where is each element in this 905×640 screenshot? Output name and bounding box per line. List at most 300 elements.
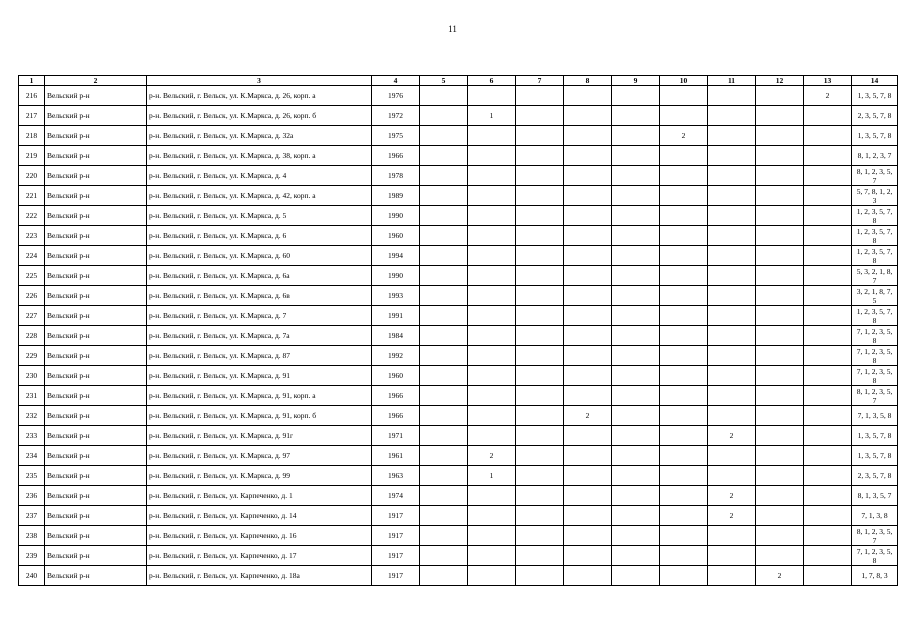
col13-cell (804, 186, 852, 206)
table-row (19, 426, 898, 446)
col8-cell (564, 106, 612, 126)
table-row (19, 346, 898, 366)
year-cell: 1993 (372, 286, 420, 306)
col8-cell (564, 366, 612, 386)
row-number-cell: 238 (19, 526, 45, 546)
col9-cell (612, 266, 660, 286)
col12-cell (756, 426, 804, 446)
col5-cell (420, 506, 468, 526)
col12-cell (756, 286, 804, 306)
col6-cell (468, 386, 516, 406)
year-cell: 1966 (372, 406, 420, 426)
table-row (19, 286, 898, 306)
col13-cell (804, 126, 852, 146)
col6-cell (468, 266, 516, 286)
col8-cell (564, 466, 612, 486)
column-header-10: 10 (660, 76, 708, 86)
row-number-cell: 228 (19, 326, 45, 346)
address-cell: р-н. Вельский, г. Вельск, ул. К.Маркса, д. 7а (147, 326, 372, 346)
col6-cell (468, 546, 516, 566)
table-row (19, 506, 898, 526)
col6-cell (468, 366, 516, 386)
col12-cell (756, 186, 804, 206)
table-body (19, 86, 898, 586)
column-header-3: 3 (147, 76, 372, 86)
col11-cell (708, 386, 756, 406)
address-cell: р-н. Вельский, г. Вельск, ул. К.Маркса, д. 6а (147, 266, 372, 286)
year-cell: 1917 (372, 506, 420, 526)
col11-cell (708, 286, 756, 306)
col10-cell (660, 386, 708, 406)
col8-cell (564, 566, 612, 586)
address-cell: р-н. Вельский, г. Вельск, ул. К.Маркса, д. 99 (147, 466, 372, 486)
year-cell: 1984 (372, 326, 420, 346)
col6-cell (468, 226, 516, 246)
col11-cell (708, 206, 756, 226)
table-row (19, 306, 898, 326)
col14-cell: 8, 1, 2, 3, 7 (852, 146, 898, 166)
address-cell: р-н. Вельский, г. Вельск, ул. К.Маркса, д. 97 (147, 446, 372, 466)
col10-cell (660, 206, 708, 226)
col7-cell (516, 506, 564, 526)
column-header-9: 9 (612, 76, 660, 86)
col13-cell (804, 326, 852, 346)
col13-cell (804, 246, 852, 266)
page-number: 11 (448, 24, 457, 34)
address-cell: р-н. Вельский, г. Вельск, ул. К.Маркса, д. 7 (147, 306, 372, 326)
table-row (19, 546, 898, 566)
col12-cell (756, 506, 804, 526)
col14-cell: 1, 2, 3, 5, 7, 8 (852, 246, 898, 266)
col13-cell (804, 266, 852, 286)
row-number-cell: 222 (19, 206, 45, 226)
col9-cell (612, 486, 660, 506)
col6-cell (468, 186, 516, 206)
col8-cell (564, 226, 612, 246)
col11-cell (708, 146, 756, 166)
table-row (19, 106, 898, 126)
row-number-cell: 239 (19, 546, 45, 566)
table-row (19, 266, 898, 286)
year-cell: 1966 (372, 386, 420, 406)
col5-cell (420, 126, 468, 146)
col12-cell (756, 126, 804, 146)
col11-cell (708, 526, 756, 546)
col6-cell (468, 246, 516, 266)
col7-cell (516, 426, 564, 446)
col12-cell (756, 366, 804, 386)
col9-cell (612, 406, 660, 426)
table-row (19, 166, 898, 186)
row-number-cell: 220 (19, 166, 45, 186)
col14-cell: 1, 2, 3, 5, 7, 8 (852, 226, 898, 246)
col12-cell (756, 226, 804, 246)
col10-cell (660, 546, 708, 566)
row-number-cell: 229 (19, 346, 45, 366)
col10-cell (660, 366, 708, 386)
table-row (19, 226, 898, 246)
row-number-cell: 235 (19, 466, 45, 486)
col14-cell: 1, 7, 8, 3 (852, 566, 898, 586)
address-cell: р-н. Вельский, г. Вельск, ул. К.Маркса, д. 91 (147, 366, 372, 386)
column-header-8: 8 (564, 76, 612, 86)
col11-cell (708, 346, 756, 366)
col7-cell (516, 566, 564, 586)
col10-cell (660, 86, 708, 106)
col5-cell (420, 466, 468, 486)
row-number-cell: 240 (19, 566, 45, 586)
district-cell: Вельский р-н (45, 386, 147, 406)
col7-cell (516, 86, 564, 106)
col13-cell (804, 166, 852, 186)
row-number-cell: 236 (19, 486, 45, 506)
year-cell: 1960 (372, 366, 420, 386)
col5-cell (420, 166, 468, 186)
col5-cell (420, 266, 468, 286)
col14-cell: 1, 3, 5, 7, 8 (852, 446, 898, 466)
col8-cell (564, 526, 612, 546)
year-cell: 1976 (372, 86, 420, 106)
table-row (19, 406, 898, 426)
column-header-6: 6 (468, 76, 516, 86)
col14-cell: 7, 1, 2, 3, 5, 8 (852, 346, 898, 366)
col14-cell: 2, 3, 5, 7, 8 (852, 106, 898, 126)
col14-cell: 8, 1, 2, 3, 5, 7 (852, 166, 898, 186)
col11-cell: 2 (708, 486, 756, 506)
col7-cell (516, 286, 564, 306)
col14-cell: 2, 3, 5, 7, 8 (852, 466, 898, 486)
col12-cell (756, 466, 804, 486)
column-header-13: 13 (804, 76, 852, 86)
col14-cell: 5, 3, 2, 1, 8, 7 (852, 266, 898, 286)
col10-cell (660, 466, 708, 486)
row-number-cell: 227 (19, 306, 45, 326)
col11-cell (708, 246, 756, 266)
col10-cell (660, 106, 708, 126)
year-cell: 1917 (372, 546, 420, 566)
col10-cell (660, 266, 708, 286)
col7-cell (516, 106, 564, 126)
col8-cell (564, 486, 612, 506)
address-cell: р-н. Вельский, г. Вельск, ул. К.Маркса, д. 91, корп. а (147, 386, 372, 406)
col11-cell (708, 106, 756, 126)
table-row (19, 486, 898, 506)
col12-cell (756, 486, 804, 506)
col11-cell (708, 266, 756, 286)
col13-cell (804, 206, 852, 226)
row-number-cell: 225 (19, 266, 45, 286)
col12-cell (756, 406, 804, 426)
year-cell: 1990 (372, 206, 420, 226)
col7-cell (516, 226, 564, 246)
col9-cell (612, 286, 660, 306)
col14-cell: 7, 1, 2, 3, 5, 8 (852, 366, 898, 386)
col11-cell (708, 546, 756, 566)
district-cell: Вельский р-н (45, 146, 147, 166)
col10-cell (660, 486, 708, 506)
col10-cell (660, 146, 708, 166)
col10-cell (660, 506, 708, 526)
address-cell: р-н. Вельский, г. Вельск, ул. К.Маркса, д. 87 (147, 346, 372, 366)
col13-cell (804, 386, 852, 406)
col9-cell (612, 106, 660, 126)
col8-cell (564, 306, 612, 326)
col6-cell (468, 486, 516, 506)
col8-cell (564, 186, 612, 206)
col9-cell (612, 226, 660, 246)
col12-cell (756, 86, 804, 106)
row-number-cell: 234 (19, 446, 45, 466)
col12-cell (756, 266, 804, 286)
col5-cell (420, 446, 468, 466)
col7-cell (516, 466, 564, 486)
address-cell: р-н. Вельский, г. Вельск, ул. К.Маркса, д. 5 (147, 206, 372, 226)
col5-cell (420, 566, 468, 586)
col8-cell (564, 246, 612, 266)
district-cell: Вельский р-н (45, 426, 147, 446)
col10-cell (660, 426, 708, 446)
col6-cell (468, 346, 516, 366)
col12-cell (756, 326, 804, 346)
col9-cell (612, 126, 660, 146)
col13-cell (804, 406, 852, 426)
district-cell: Вельский р-н (45, 546, 147, 566)
col13-cell (804, 446, 852, 466)
row-number-cell: 237 (19, 506, 45, 526)
col6-cell (468, 286, 516, 306)
col8-cell: 2 (564, 406, 612, 426)
col7-cell (516, 486, 564, 506)
table-row (19, 206, 898, 226)
address-cell: р-н. Вельский, г. Вельск, ул. Карпеченко, д. 16 (147, 526, 372, 546)
col7-cell (516, 206, 564, 226)
col6-cell (468, 526, 516, 546)
district-cell: Вельский р-н (45, 566, 147, 586)
col10-cell (660, 326, 708, 346)
col7-cell (516, 346, 564, 366)
year-cell: 1974 (372, 486, 420, 506)
col12-cell (756, 106, 804, 126)
col12-cell (756, 446, 804, 466)
col9-cell (612, 246, 660, 266)
col9-cell (612, 506, 660, 526)
col8-cell (564, 546, 612, 566)
table-row (19, 326, 898, 346)
col8-cell (564, 126, 612, 146)
registry-table (18, 75, 898, 586)
col5-cell (420, 86, 468, 106)
col14-cell: 5, 7, 8, 1, 2, 3 (852, 186, 898, 206)
district-cell: Вельский р-н (45, 486, 147, 506)
col5-cell (420, 226, 468, 246)
col13-cell: 2 (804, 86, 852, 106)
year-cell: 1963 (372, 466, 420, 486)
col8-cell (564, 506, 612, 526)
col5-cell (420, 246, 468, 266)
row-number-cell: 231 (19, 386, 45, 406)
col11-cell (708, 306, 756, 326)
col7-cell (516, 326, 564, 346)
column-header-14: 14 (852, 76, 898, 86)
col9-cell (612, 386, 660, 406)
col12-cell (756, 546, 804, 566)
col10-cell (660, 406, 708, 426)
col5-cell (420, 486, 468, 506)
district-cell: Вельский р-н (45, 226, 147, 246)
col11-cell (708, 86, 756, 106)
col8-cell (564, 266, 612, 286)
col13-cell (804, 526, 852, 546)
col8-cell (564, 426, 612, 446)
col5-cell (420, 346, 468, 366)
col8-cell (564, 146, 612, 166)
district-cell: Вельский р-н (45, 346, 147, 366)
col10-cell (660, 166, 708, 186)
address-cell: р-н. Вельский, г. Вельск, ул. К.Маркса, д. 91г (147, 426, 372, 446)
col8-cell (564, 206, 612, 226)
table-row (19, 566, 898, 586)
col5-cell (420, 386, 468, 406)
row-number-cell: 230 (19, 366, 45, 386)
col12-cell (756, 526, 804, 546)
col5-cell (420, 186, 468, 206)
col13-cell (804, 486, 852, 506)
row-number-cell: 226 (19, 286, 45, 306)
col6-cell (468, 406, 516, 426)
col5-cell (420, 546, 468, 566)
col8-cell (564, 386, 612, 406)
col11-cell (708, 406, 756, 426)
address-cell: р-н. Вельский, г. Вельск, ул. К.Маркса, д. 6 (147, 226, 372, 246)
col6-cell (468, 206, 516, 226)
col13-cell (804, 226, 852, 246)
col13-cell (804, 506, 852, 526)
year-cell: 1990 (372, 266, 420, 286)
col10-cell (660, 226, 708, 246)
col13-cell (804, 426, 852, 446)
row-number-cell: 224 (19, 246, 45, 266)
address-cell: р-н. Вельский, г. Вельск, ул. К.Маркса, д. 60 (147, 246, 372, 266)
col9-cell (612, 206, 660, 226)
year-cell: 1989 (372, 186, 420, 206)
address-cell: р-н. Вельский, г. Вельск, ул. К.Маркса, д. 32а (147, 126, 372, 146)
year-cell: 1917 (372, 526, 420, 546)
col11-cell (708, 226, 756, 246)
district-cell: Вельский р-н (45, 506, 147, 526)
table-row (19, 246, 898, 266)
col10-cell (660, 446, 708, 466)
district-cell: Вельский р-н (45, 166, 147, 186)
col11-cell (708, 126, 756, 146)
table-row (19, 366, 898, 386)
col6-cell (468, 126, 516, 146)
col13-cell (804, 546, 852, 566)
district-cell: Вельский р-н (45, 366, 147, 386)
col11-cell: 2 (708, 426, 756, 446)
col6-cell: 2 (468, 446, 516, 466)
col7-cell (516, 166, 564, 186)
col13-cell (804, 466, 852, 486)
col5-cell (420, 286, 468, 306)
col7-cell (516, 546, 564, 566)
year-cell: 1961 (372, 446, 420, 466)
col11-cell (708, 326, 756, 346)
district-cell: Вельский р-н (45, 306, 147, 326)
col11-cell (708, 166, 756, 186)
row-number-cell: 218 (19, 126, 45, 146)
col13-cell (804, 286, 852, 306)
col7-cell (516, 526, 564, 546)
col13-cell (804, 106, 852, 126)
col7-cell (516, 266, 564, 286)
col11-cell (708, 186, 756, 206)
col10-cell (660, 346, 708, 366)
district-cell: Вельский р-н (45, 266, 147, 286)
year-cell: 1991 (372, 306, 420, 326)
col6-cell: 1 (468, 106, 516, 126)
address-cell: р-н. Вельский, г. Вельск, ул. К.Маркса, д. 38, корп. а (147, 146, 372, 166)
col13-cell (804, 566, 852, 586)
year-cell: 1917 (372, 566, 420, 586)
table-row (19, 466, 898, 486)
col11-cell (708, 366, 756, 386)
col6-cell (468, 566, 516, 586)
col14-cell: 8, 1, 2, 3, 5, 7 (852, 526, 898, 546)
table-header (19, 76, 898, 86)
address-cell: р-н. Вельский, г. Вельск, ул. Карпеченко, д. 1 (147, 486, 372, 506)
col6-cell (468, 146, 516, 166)
col8-cell (564, 326, 612, 346)
col10-cell (660, 306, 708, 326)
address-cell: р-н. Вельский, г. Вельск, ул. К.Маркса, д. 42, корп. а (147, 186, 372, 206)
col12-cell: 2 (756, 566, 804, 586)
table-row (19, 186, 898, 206)
address-cell: р-н. Вельский, г. Вельск, ул. Карпеченко, д. 17 (147, 546, 372, 566)
col8-cell (564, 346, 612, 366)
district-cell: Вельский р-н (45, 106, 147, 126)
col10-cell: 2 (660, 126, 708, 146)
col5-cell (420, 146, 468, 166)
district-cell: Вельский р-н (45, 406, 147, 426)
col14-cell: 8, 1, 2, 3, 5, 7 (852, 386, 898, 406)
row-number-cell: 221 (19, 186, 45, 206)
col6-cell (468, 426, 516, 446)
district-cell: Вельский р-н (45, 326, 147, 346)
year-cell: 1978 (372, 166, 420, 186)
column-header-11: 11 (708, 76, 756, 86)
year-cell: 1966 (372, 146, 420, 166)
col7-cell (516, 406, 564, 426)
col6-cell: 1 (468, 466, 516, 486)
col6-cell (468, 166, 516, 186)
column-header-4: 4 (372, 76, 420, 86)
col13-cell (804, 366, 852, 386)
col7-cell (516, 366, 564, 386)
col14-cell: 1, 2, 3, 5, 7, 8 (852, 206, 898, 226)
row-number-cell: 232 (19, 406, 45, 426)
col9-cell (612, 326, 660, 346)
col5-cell (420, 366, 468, 386)
table-row (19, 86, 898, 106)
col6-cell (468, 306, 516, 326)
col9-cell (612, 146, 660, 166)
col11-cell (708, 566, 756, 586)
col9-cell (612, 466, 660, 486)
col12-cell (756, 206, 804, 226)
col14-cell: 7, 1, 3, 8 (852, 506, 898, 526)
year-cell: 1975 (372, 126, 420, 146)
address-cell: р-н. Вельский, г. Вельск, ул. К.Маркса, д. 26, корп. а (147, 86, 372, 106)
